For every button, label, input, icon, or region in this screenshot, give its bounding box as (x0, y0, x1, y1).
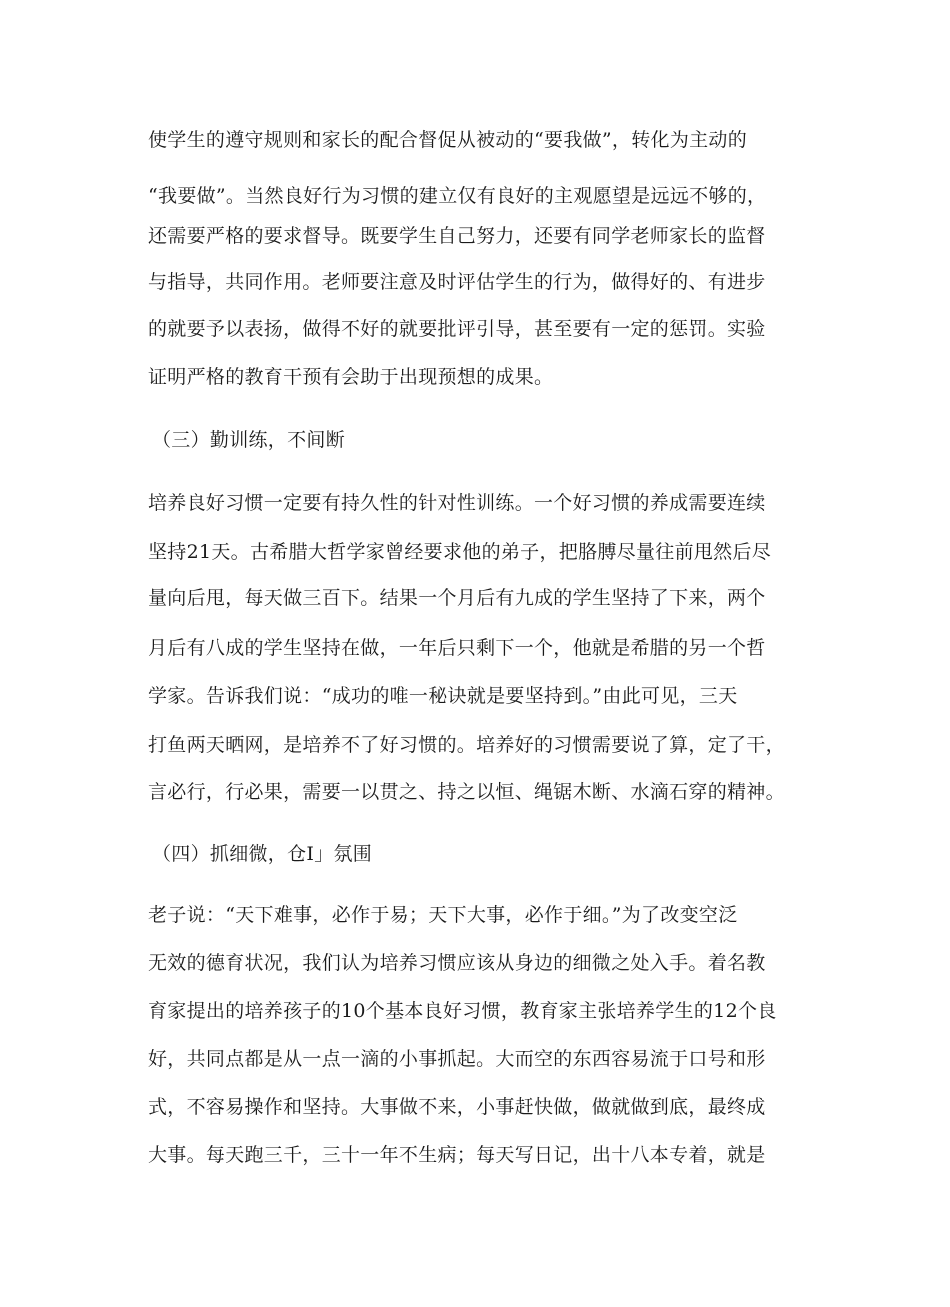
paragraph-line: 使学生的遵守规则和家长的配合督促从被动的“要我做”，转化为主动的 (148, 129, 748, 151)
paragraph-line: 无效的德育状况，我们认为培养习惯应该从身边的细微之处入手。着名教 (148, 952, 766, 974)
section-heading: （三）勤训练，不间断 (152, 429, 346, 451)
paragraph-line: 与指导，共同作用。老师要注意及时评估学生的行为，做得好的、有进步 (148, 271, 766, 293)
paragraph-line: 学家。告诉我们说：“成功的唯一秘诀就是要坚持到。”由此可见，三天 (148, 685, 738, 707)
paragraph-line: 月后有八成的学生坚持在做，一年后只剩下一个，他就是希腊的另一个哲 (148, 637, 766, 659)
paragraph-line: 好，共同点都是从一点一滴的小事抓起。大而空的东西容易流于口号和形 (148, 1048, 766, 1070)
paragraph-line: 式，不容易操作和坚持。大事做不来，小事赶快做，做就做到底，最终成 (148, 1096, 766, 1118)
paragraph-line: 大事。每天跑三千，三十一年不生病；每天写日记，出十八本专着，就是 (148, 1144, 766, 1166)
section-heading: （四）抓细微，仓I」氛围 (152, 843, 373, 865)
paragraph-line: “我要做”。当然良好行为习惯的建立仅有良好的主观愿望是远远不够的， (148, 185, 767, 207)
paragraph-line: 的就要予以表扬，做得不好的就要批评引导，甚至要有一定的惩罚。实验 (148, 318, 766, 340)
paragraph-line: 量向后甩，每天做三百下。结果一个月后有九成的学生坚持了下来，两个 (148, 587, 766, 609)
paragraph-line: 培养良好习惯一定要有持久性的针对性训练。一个好习惯的养成需要连续 (148, 492, 766, 514)
paragraph-line: 育家提出的培养孩子的10个基本良好习惯，教育家主张培养学生的12个良 (148, 1000, 777, 1022)
paragraph-line: 还需要严格的要求督导。既要学生自己努力，还要有同学老师家长的监督 (148, 225, 766, 247)
paragraph-line: 言必行，行必果，需要一以贯之、持之以恒、绳锯木断、水滴石穿的精神。 (148, 781, 785, 803)
paragraph-line: 老子说：“天下难事，必作于易；天下大事，必作于细。”为了改变空泛 (148, 904, 738, 926)
paragraph-line: 打鱼两天晒网，是培养不了好习惯的。培养好的习惯需要说了算，定了干， (148, 734, 785, 756)
paragraph-line: 证明严格的教育干预有会助于出现预想的成果。 (148, 366, 554, 388)
paragraph-line: 坚持21天。古希腊大哲学家曾经要求他的弟子，把胳膊尽量往前甩然后尽 (148, 541, 772, 563)
